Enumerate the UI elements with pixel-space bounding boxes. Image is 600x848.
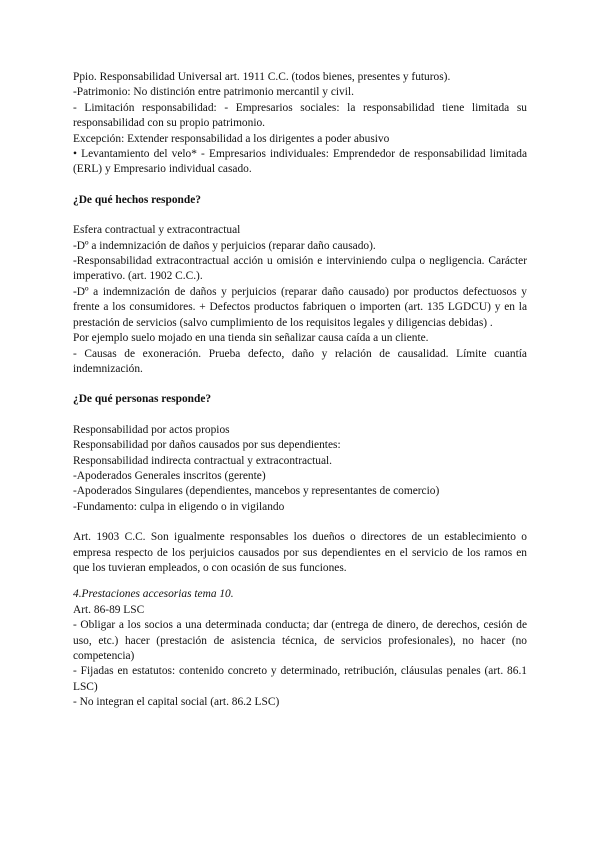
section-liability-universal: [73, 70, 527, 178]
section-heading-personas: ¿De qué personas responde?: [73, 393, 212, 406]
paragraph: Art. 86-89 LSC: [73, 603, 145, 616]
paragraph: -Fundamento: culpa in eligendo o in vigilando: [73, 500, 285, 513]
paragraph: Responsabilidad por actos propios: [73, 423, 230, 436]
paragraph: Responsabilidad indirecta contractual y extracontractual.: [73, 454, 333, 467]
paragraph: Por ejemplo suelo mojado en una tienda sin señalizar causa caída a un cliente.: [73, 332, 429, 345]
section-heading-hechos: ¿De qué hechos responde?: [73, 193, 201, 206]
paragraph: Ppio. Responsabilidad Universal art. 1911 C.C. (todos bienes, presentes y futuros).: [73, 71, 451, 83]
paragraph: - No integran el capital social (art. 86.2 LSC): [73, 696, 280, 709]
paragraph: - Limitación responsabilidad: - Empresarios sociales: la responsabilidad tiene limitada su responsabilidad con su propio patrimonio.: [73, 101, 527, 130]
section-heading-prestaciones: 4.Prestaciones accesorias tema 10.: [73, 588, 234, 601]
paragraph: Responsabilidad por daños causados por sus dependientes:: [73, 439, 341, 452]
paragraph: -Patrimonio: No distinción entre patrimonio mercantil y civil.: [73, 86, 354, 99]
paragraph: - Causas de exoneración. Prueba defecto, daño y relación de causalidad. Límite cuantía indemnización.: [73, 347, 527, 375]
paragraph: -Responsabilidad extracontractual acción u omisión e interviniendo culpa o negligencia. Carácter imperativo. (art. 1902 C.C.).: [73, 255, 527, 283]
section-hechos: [73, 223, 527, 377]
paragraph: -Apoderados Singulares (dependientes, mancebos y representantes de comercio): [73, 485, 440, 498]
document-page: [73, 70, 527, 711]
paragraph: Excepción: Extender responsabilidad a los dirigentes a poder abusivo: [73, 132, 390, 145]
paragraph: • Levantamiento del velo* - Empresarios individuales: Emprendedor de responsabilidad limitada (ERL) y Empresario individual casado.: [73, 148, 527, 176]
section-prestaciones: [73, 603, 527, 711]
article-1903-paragraph: Art. 1903 C.C. Son igualmente responsables los dueños o directores de un establecimiento o empresa respecto de los perjuicios causados por sus dependientes en el servicio de los ramos en que los tuvieran empleados, o con ocasión de sus funciones.: [73, 531, 527, 574]
paragraph: - Fijadas en estatutos: contenido concreto y determinado, retribución, cláusulas penales (art. 86.1 LSC): [73, 665, 527, 693]
paragraph: -Dº a indemnización de daños y perjuicios (reparar daño causado) por productos defectuosos y frente a los consumidores. + Defectos productos fabriquen o importen (art. 135 LGDCU) y en la prestación de servicios (salvo cumplimiento de los requisitos legales y diligencias debidas) .: [73, 285, 527, 329]
section-personas: [73, 423, 527, 515]
paragraph: Esfera contractual y extracontractual: [73, 224, 241, 237]
paragraph: -Dº a indemnización de daños y perjuicios (reparar daño causado).: [73, 239, 376, 252]
paragraph: - Obligar a los socios a una determinada conducta; dar (entrega de dinero, de derechos, cesión de uso, etc.) hacer (prestación de asistencia técnica, de servicios profesionales), no hacer (no competencia): [73, 619, 527, 662]
paragraph: -Apoderados Generales inscritos (gerente): [73, 469, 266, 482]
